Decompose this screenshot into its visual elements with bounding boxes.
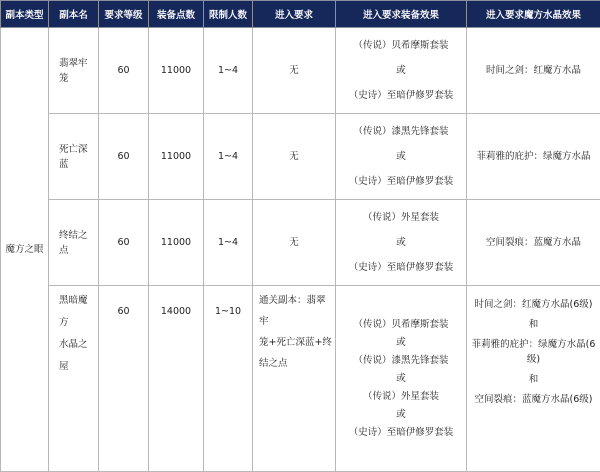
dungeon-type-cell: 魔方之眼 [1,28,49,472]
crystal-line: 时间之剑：红魔方水晶 [486,65,581,76]
dungeon-name-cell [49,286,99,472]
level-cell: 60 [99,200,149,286]
header-equipment-effect: 进入要求装备效果 [336,1,467,28]
equipment-or: 或 [339,235,463,250]
crystal-line: 菲莉雅的庇护：绿魔方水晶(6级) [470,337,597,367]
equipment-line: （史诗）至暗伊修罗套装 [339,174,463,189]
equipment-or: 或 [339,407,463,422]
crystal-and: 和 [470,372,597,387]
requirement-cell [253,114,336,200]
header-player-limit: 限制人数 [204,1,253,28]
equipment-cell [336,28,467,114]
requirement-cell [253,286,336,472]
equipment-line: （传说）外星套装 [339,389,463,404]
level-cell: 60 [99,28,149,114]
dungeon-name-cell [49,114,99,200]
header-equipment-points: 装备点数 [149,1,204,28]
header-row [1,1,600,28]
dungeon-name-line: 死亡深蓝 [59,144,88,170]
points-cell: 11000 [149,28,204,114]
players-cell: 1~10 [204,286,253,472]
equipment-cell [336,286,467,472]
crystal-and: 和 [470,317,597,332]
players-cell: 1~4 [204,28,253,114]
requirement-line: 无 [289,237,299,248]
crystal-line: 空间裂痕：蓝魔方水晶(6级) [470,392,597,407]
requirement-cell [253,200,336,286]
header-required-level: 要求等级 [99,1,149,28]
equipment-or: 或 [339,335,463,350]
equipment-line: （史诗）至暗伊修罗套装 [339,425,463,440]
equipment-cell [336,200,467,286]
requirement-line: 通关副本：翡翠牢 [259,290,332,332]
equipment-or: 或 [339,63,463,78]
points-cell: 11000 [149,200,204,286]
header-dungeon-name: 副本名 [49,1,99,28]
requirement-cell [253,28,336,114]
dungeon-name-line: 翡翠牢笼 [59,58,88,84]
crystal-cell [467,28,600,114]
equipment-line: （传说）贝希摩斯套装 [339,317,463,332]
players-cell: 1~4 [204,200,253,286]
requirement-line: 结之点 [259,353,332,374]
crystal-line: 空间裂痕：蓝魔方水晶 [486,237,581,248]
equipment-line: （史诗）至暗伊修罗套装 [339,88,463,103]
crystal-line: 菲莉雅的庇护：绿魔方水晶 [476,151,590,162]
header-entry-requirement: 进入要求 [253,1,336,28]
equipment-cell [336,114,467,200]
points-cell: 14000 [149,286,204,472]
dungeon-name-line: 终结之点 [59,230,88,256]
dungeon-name-line: 水晶之屋 [59,334,95,378]
table-row [1,114,600,200]
equipment-line: （传说）外星套装 [339,210,463,225]
equipment-line: （史诗）至暗伊修罗套装 [339,260,463,275]
dungeon-name-line: 黑暗魔方 [59,290,95,334]
level-cell: 60 [99,286,149,472]
dungeon-name-cell [49,200,99,286]
requirement-line: 无 [289,151,299,162]
equipment-or: 或 [339,149,463,164]
equipment-or: 或 [339,371,463,386]
table-row [1,200,600,286]
table-row [1,286,600,472]
requirement-line: 无 [289,65,299,76]
players-cell: 1~4 [204,114,253,200]
equipment-line: （传说）贝希摩斯套装 [339,38,463,53]
crystal-line: 时间之剑：红魔方水晶(6级) [470,297,597,312]
level-cell: 60 [99,114,149,200]
crystal-cell [467,200,600,286]
table-row [1,28,600,114]
equipment-line: （传说）漆黑先锋套装 [339,353,463,368]
header-crystal-effect: 进入要求魔方水晶效果 [467,1,600,28]
crystal-cell [467,286,600,472]
points-cell: 11000 [149,114,204,200]
requirement-line: 笼+死亡深蓝+终 [259,332,332,353]
header-dungeon-type: 副本类型 [1,1,49,28]
dungeon-name-cell [49,28,99,114]
crystal-cell [467,114,600,200]
equipment-line: （传说）漆黑先锋套装 [339,124,463,139]
